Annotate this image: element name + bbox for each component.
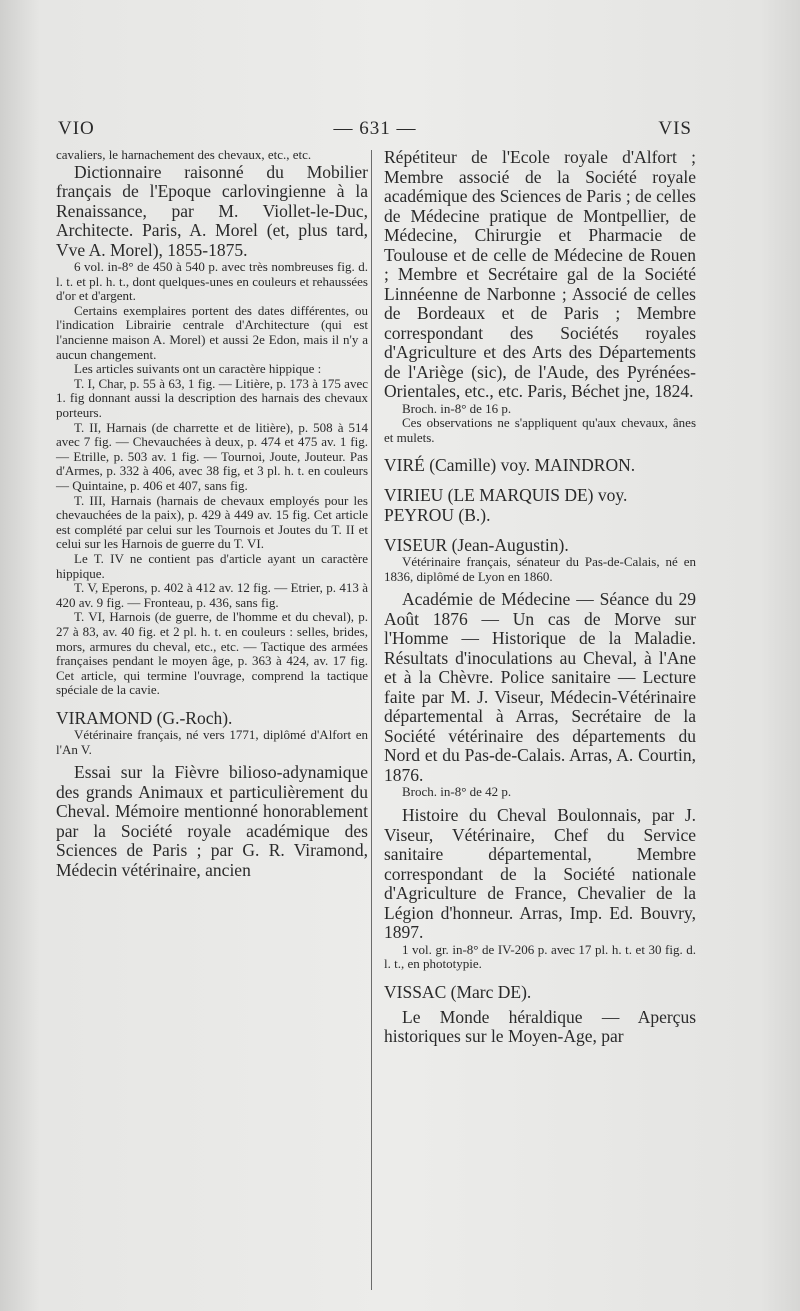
paragraph: 6 vol. in-8° de 450 à 540 p. avec très nombreuses fig. d. l. t. et pl. h. t., dont quelques-unes en couleurs et rehaussées d'or et d'argent. bbox=[56, 259, 368, 304]
paragraph: T. I, Char, p. 55 à 63, 1 fig. — Litière, p. 173 à 175 avec 1. fig donnant aussi la description des harnais des chevaux porteurs. bbox=[56, 375, 368, 421]
paragraph: Dictionnaire raisonné du Mobilier français de l'Epoque carlovingienne à la Renaissance, par M. Viollet-le-Duc, Architecte. Paris, A. Morel (et, plus tard, Vve A. Morel), 1855-1875. bbox=[56, 161, 368, 260]
right-column bbox=[384, 148, 696, 1047]
running-head-right: VIS bbox=[658, 118, 692, 139]
paragraph: Le Monde héraldique — Aperçus historiques sur le Moyen-Age, par bbox=[384, 1006, 696, 1047]
paragraph: Histoire du Cheval Boulonnais, par J. Viseur, Vétérinaire, Chef du Service sanitaire départemental, Membre correspondant de la Société nationale d'Agriculture de France, Chevalier de la Légion d'honneur. Arras, Imp. Ed. Bouvry, 1897. bbox=[384, 805, 696, 943]
left-column bbox=[56, 148, 368, 880]
entry-heading: VIRAMOND (G.-Roch). bbox=[56, 707, 233, 728]
paragraph: Certains exemplaires portent des dates différentes, ou l'indication Librairie centrale d'Architecture (qui est l'ancienne maison A. Morel) et aussi 2e Edon, mais il n'y a aucun changement. bbox=[56, 302, 368, 362]
paragraph: T. VI, Harnois (de guerre, de l'homme et du cheval), p. 27 à 83, av. 40 fig. et 2 pl. h. t. en couleurs : selles, brides, mors, armures du cheval, etc., etc. — Tactique des armées françaises pendant le moyen âge, p. 363 à 424, av. 17 fig. Cet article, qui termine l'ouvrage, comprend la tactique spéciale de la cavie. bbox=[56, 609, 368, 698]
paragraph: Le T. IV ne contient pas d'article ayant un caractère hippique. bbox=[56, 550, 368, 581]
entry-heading: VISSAC (Marc DE). bbox=[384, 981, 532, 1002]
paragraph: T. V, Eperons, p. 402 à 412 av. 12 fig. — Etrier, p. 413 à 420 av. 9 fig. — Fronteau, p. 436, sans fig. bbox=[56, 580, 368, 610]
paragraph: Répétiteur de l'Ecole royale d'Alfort ; Membre associé de la Société royale académique des Sciences de Paris ; de celles de Médecine pratique de Montpellier, de Médecine, Chirurgie et Pharmacie de Toulouse et de celle de Médecine de Rouen ; Membre et Secrétaire gal de la Société Linnéenne de Narbonne ; Associé de celles de Bordeaux et de Paris ; Membre correspondant des Sociétés royales d'Agriculture et des Arts des Départements de l'Ariège (sic), de l'Aude, des Pyrénées-Orientales, etc., etc. Paris, Béchet jne, 1824. bbox=[384, 147, 696, 401]
running-head-left: VIO bbox=[58, 118, 95, 139]
paragraph: T. II, Harnais (de charrette et de litière), p. 508 à 514 avec 7 fig. — Chevauchées à deux, p. 474 et 475 av. 1 fig. — Etrille, p. 503 av. 1 fig. — Tournoi, Joute, Jouteur. Pas d'Armes, p. 332 à 406, avec 38 fig, et 3 pl. h. t. en couleurs — Quintaine, p. 406 et 407, sans fig. bbox=[56, 419, 368, 493]
paragraph: Essai sur la Fièvre bilioso-adynamique des grands Animaux et particulièrement du Cheval. Mémoire mentionné honorablement par la Société royale académique des Sciences de Paris ; par G. R. Viramond, Médecin vétérinaire, ancien bbox=[56, 762, 368, 880]
entry-heading: VIRÉ (Camille) voy. MAINDRON. bbox=[384, 455, 636, 476]
paragraph: Vétérinaire français, sénateur du Pas-de-Calais, né en 1836, diplômé de Lyon en 1860. bbox=[384, 554, 696, 584]
paragraph: Les articles suivants ont un caractère hippique : bbox=[74, 361, 322, 377]
paragraph: 1 vol. gr. in-8° de IV-206 p. avec 17 pl. h. t. et 30 fig. d. l. t., en phototypie. bbox=[384, 941, 696, 972]
paragraph: Broch. in-8° de 42 p. bbox=[402, 784, 512, 800]
paragraph: Broch. in-8° de 16 p. bbox=[402, 400, 512, 416]
column-divider bbox=[371, 150, 372, 1290]
entry-heading: VIRIEU (LE MARQUIS DE) voy. PEYROU (B.). bbox=[384, 485, 628, 526]
paragraph: Ces observations ne s'appliquent qu'aux chevaux, ânes et mulets. bbox=[384, 415, 696, 445]
page-number: — 631 — bbox=[333, 118, 417, 139]
paragraph: T. III, Harnais (harnais de chevaux employés pour les chevauchées de la paix), p. 429 à 449 av. 15 fig. Cet article est complété par celui sur les Tournois et Joutes du T. II et celui sur les Harnois de guerre du T. VI. bbox=[56, 492, 368, 552]
page-header bbox=[58, 118, 692, 148]
paragraph: cavaliers, le harnachement des chevaux, etc., etc. bbox=[56, 147, 312, 162]
paragraph: Vétérinaire français, né vers 1771, diplômé d'Alfort en l'An V. bbox=[56, 726, 368, 757]
paragraph: Académie de Médecine — Séance du 29 Août 1876 — Un cas de Morve sur l'Homme — Historique de la Maladie. Résultats d'inoculations au Cheval, à l'Ane et à la Chèvre. Police sanitaire — Lecture faite par M. J. Viseur, Médecin-Vétérinaire départemental à Arras, Secrétaire de la Société vétérinaire des départements du Nord et du Pas-de-Calais. Arras, A. Courtin, 1876. bbox=[384, 589, 696, 785]
entry-heading: VISEUR (Jean-Augustin). bbox=[384, 535, 569, 556]
